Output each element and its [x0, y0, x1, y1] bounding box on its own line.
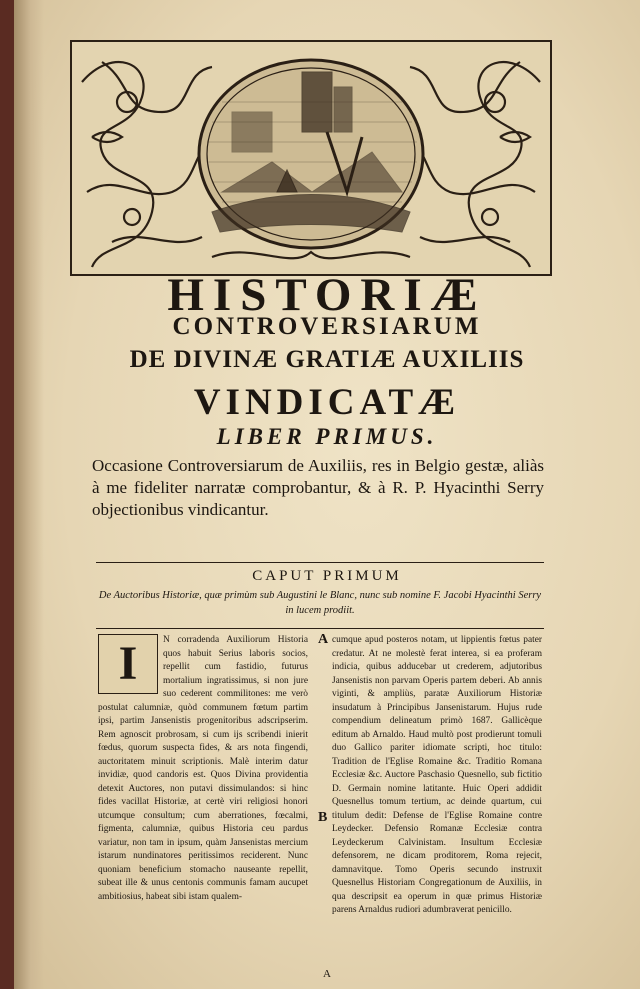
heading-divider-top	[96, 562, 544, 563]
title-liber-primus: LIBER PRIMUS.	[216, 424, 438, 449]
text-column-left	[98, 634, 308, 904]
book-summary: Occasione Controversiarum de Auxiliis, res in Belgio gestæ, aliàs à me fideliter narratæ comprobantur, & à R. P. Hyacinthi Serry objectionibus vindicantur.	[92, 456, 544, 519]
chapter-subtitle: De Auctoribus Historiæ, quæ primùm sub Augustini le Blanc, nunc sub nomine F. Jacobi Hyacinthi Serry in lucem prodiit.	[98, 590, 542, 616]
page-binding-shadow	[14, 0, 44, 989]
engraved-headpiece	[70, 40, 552, 276]
decorated-initial	[98, 634, 158, 694]
text-column-right	[332, 634, 542, 918]
margin-letter-b: B	[318, 810, 328, 825]
title-de-divinae-gratiae: DE DIVINÆ GRATIÆ AUXILIIS	[129, 346, 525, 373]
right-column-text: cumque apud posteros notam, ut lippientis fœtus pater credatur. At ne molestè ferat interea, si ea proferam indicia, quibus adducebar ut crederem, adjutoribus Jansenistis non parvam Operis partem deberi. Ab annis viginti, & ampliùs, paratæ Auxiliorum Historiæ insudatum à Principibus Jansenistarum. Hujus rude compendium delineatum primò 1687. Gallicèque editum ab Arnaldo. Haud multò post prodierunt tomuli duo Gallico pariter idiomate scripti, hoc titulo: Tradition de l'Eglise Romaine &c. Traditio Romana Ecclesiæ &c. Auctore Paschasio Quesnello, sub fictitio D. Germain nomine latitante. Huic Operi addidit Quesnellus tomum tertium, ac deinde quartum, cui titulum dedit: Defense de l'Eglise Romaine contre Leydecker. Defensio Romanæ Ecclesiæ contra Leydeckerum Calvinistam. Insultum Ecclesiæ defensorem, ne dicam proditorem, Roma rejecit, damnavitque. Tomo Operis secundo instruxit Quesnellus Historiam Congregationum de Auxiliis, in qua descripsit ea operum in quæ primus Historiæ parens Arnaldus rudiori adumbraverat penicillo.	[332, 635, 542, 915]
title-historiae: HISTORIÆ	[167, 269, 487, 321]
margin-letter-a: A	[318, 632, 329, 647]
title-controversiarum: CONTROVERSIARUM	[172, 313, 482, 340]
chapter-title: CAPUT PRIMUM	[252, 568, 402, 584]
book-page	[14, 0, 640, 989]
initial-letter: I	[118, 637, 138, 690]
left-column-text: N corradenda Auxiliorum Historia quos habuit Serius laboris socios, repellit cum fastidio, futurus mortalium ingratissimus, si non jure suo cederent commilitones: me verò postulat calumniæ, quòd communem fœtum partim ipsi, partim Jansenistis progenitoribus adscripserim. Rem agnoscit probrosam, si cum ijs scribendi inierit fœdus, quorum suspecta fides, & ars nota fingendi, auctoritatem minuit scriptionis. Malè interim datur invidiæ, quod candoris est. Quos Divina providentia detexit Auctores, non putavi dissimulandos: si hinc fides vacillat Historiæ, at certè viri religiosi honori utcumque consultum; cum aberrationes, fœcalmi, figmenta, calumniæ, quibus Historia ceu pardus variatur, non tam in ipsum, quàm Jansenistas mercium istarum nundinatores peritissimos reciderent. Nunc quoniam beneficium stomacho nauseante repellit, subeat ille & unus centonis communis famam aucupet ambitiosius, habeat sibi istam qualem-	[98, 635, 308, 902]
headpiece-ornament	[72, 42, 550, 274]
signature-mark: A	[323, 968, 331, 980]
title-vindicatae: VINDICATÆ	[193, 382, 461, 423]
heading-divider-bottom	[96, 628, 544, 629]
